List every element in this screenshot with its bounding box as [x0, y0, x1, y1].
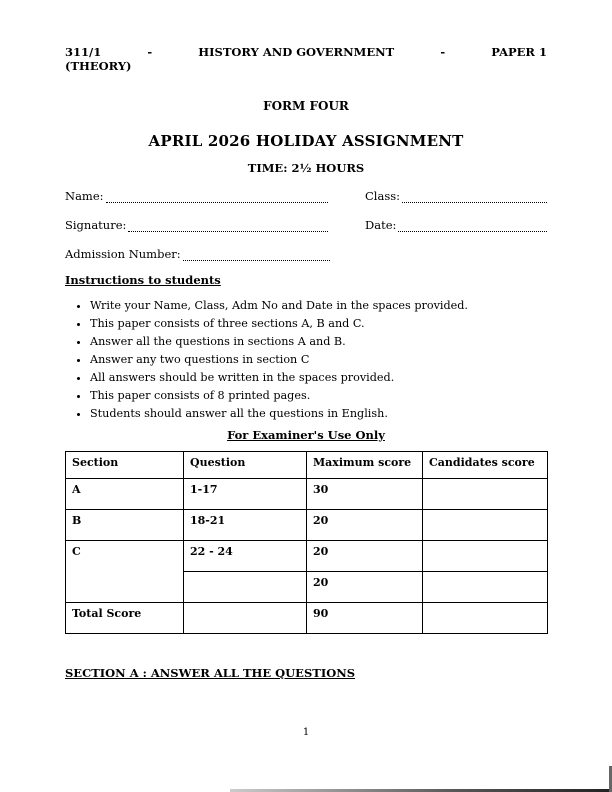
table-row-section-b [66, 510, 548, 541]
table-row-section-c-1 [66, 541, 548, 572]
instruction-item: • Answer any two questions in section C [90, 352, 547, 367]
signature-label: Signature: [65, 218, 127, 232]
paper-number: PAPER 1 [491, 45, 547, 59]
cell-total-candidate-score [423, 603, 548, 634]
signature-fill-line [128, 219, 328, 232]
signature-field [65, 217, 328, 233]
name-class-row [65, 188, 547, 204]
cell-candidate-score-c2 [423, 572, 548, 603]
name-field [65, 188, 328, 204]
cell-section-c: C [66, 541, 184, 603]
instruction-item: • This paper consists of 8 printed pages. [90, 388, 547, 403]
column-header-candidates-score: Candidates score [423, 452, 548, 479]
admission-row [65, 246, 547, 262]
subject-title: HISTORY AND GOVERNMENT [198, 45, 395, 59]
cell-total-max-score: 90 [307, 603, 423, 634]
admission-fill-line [183, 248, 330, 261]
instruction-item: • All answers should be written in the spaces provided. [90, 370, 547, 385]
instructions-heading: Instructions to students [65, 273, 221, 287]
header-dash-2: - [440, 45, 446, 59]
page-number: 1 [302, 727, 310, 738]
name-label: Name: [65, 189, 104, 203]
cell-max-score-b: 20 [307, 510, 423, 541]
class-fill-line [402, 190, 547, 203]
cell-question-c2 [184, 572, 307, 603]
column-header-maximum-score: Maximum score [307, 452, 423, 479]
page-content [65, 45, 547, 681]
table-row-section-a [66, 479, 548, 510]
cell-candidate-score-a [423, 479, 548, 510]
column-header-question: Question [184, 452, 307, 479]
cell-question-c1: 22 - 24 [184, 541, 307, 572]
name-fill-line [106, 190, 328, 203]
column-header-section: Section [66, 452, 184, 479]
admission-number-label: Admission Number: [65, 247, 181, 261]
cell-total-label: Total Score [66, 603, 184, 634]
admission-number-field [65, 246, 330, 262]
cell-candidate-score-b [423, 510, 548, 541]
examiner-use-heading: For Examiner's Use Only [227, 428, 385, 442]
cell-max-score-c2: 20 [307, 572, 423, 603]
cell-max-score-a: 30 [307, 479, 423, 510]
time-allocation: TIME: 2½ HOURS [247, 161, 365, 175]
class-label: Class: [365, 189, 401, 203]
paper-code: 311/1 [65, 45, 102, 59]
instruction-item: • Write your Name, Class, Adm No and Date in the spaces provided. [90, 298, 547, 313]
form-level-title: FORM FOUR [263, 99, 349, 113]
date-fill-line [398, 219, 547, 232]
cell-section-b: B [66, 510, 184, 541]
cell-question-b: 18-21 [184, 510, 307, 541]
paper-header [65, 45, 547, 73]
date-field [365, 217, 547, 233]
instruction-item: • Students should answer all the questions in English. [90, 406, 547, 421]
cell-candidate-score-c1 [423, 541, 548, 572]
date-label: Date: [365, 218, 397, 232]
instructions-list [65, 298, 547, 421]
header-dash-1: - [147, 45, 153, 59]
table-row-total [66, 603, 548, 634]
section-a-heading: SECTION A : ANSWER ALL THE QUESTIONS [65, 666, 356, 680]
cell-section-a: A [66, 479, 184, 510]
cell-max-score-c1: 20 [307, 541, 423, 572]
cell-question-a: 1-17 [184, 479, 307, 510]
cell-total-question [184, 603, 307, 634]
assignment-title: APRIL 2026 HOLIDAY ASSIGNMENT [148, 132, 464, 150]
examiner-table [65, 451, 548, 634]
instruction-item: • This paper consists of three sections A, B and C. [90, 316, 547, 331]
class-field [365, 188, 547, 204]
paper-header-line1 [65, 45, 547, 59]
table-header-row [66, 452, 548, 479]
signature-date-row [65, 217, 547, 233]
instruction-item: • Answer all the questions in sections A and B. [90, 334, 547, 349]
paper-theory-label: (THEORY) [65, 59, 132, 73]
